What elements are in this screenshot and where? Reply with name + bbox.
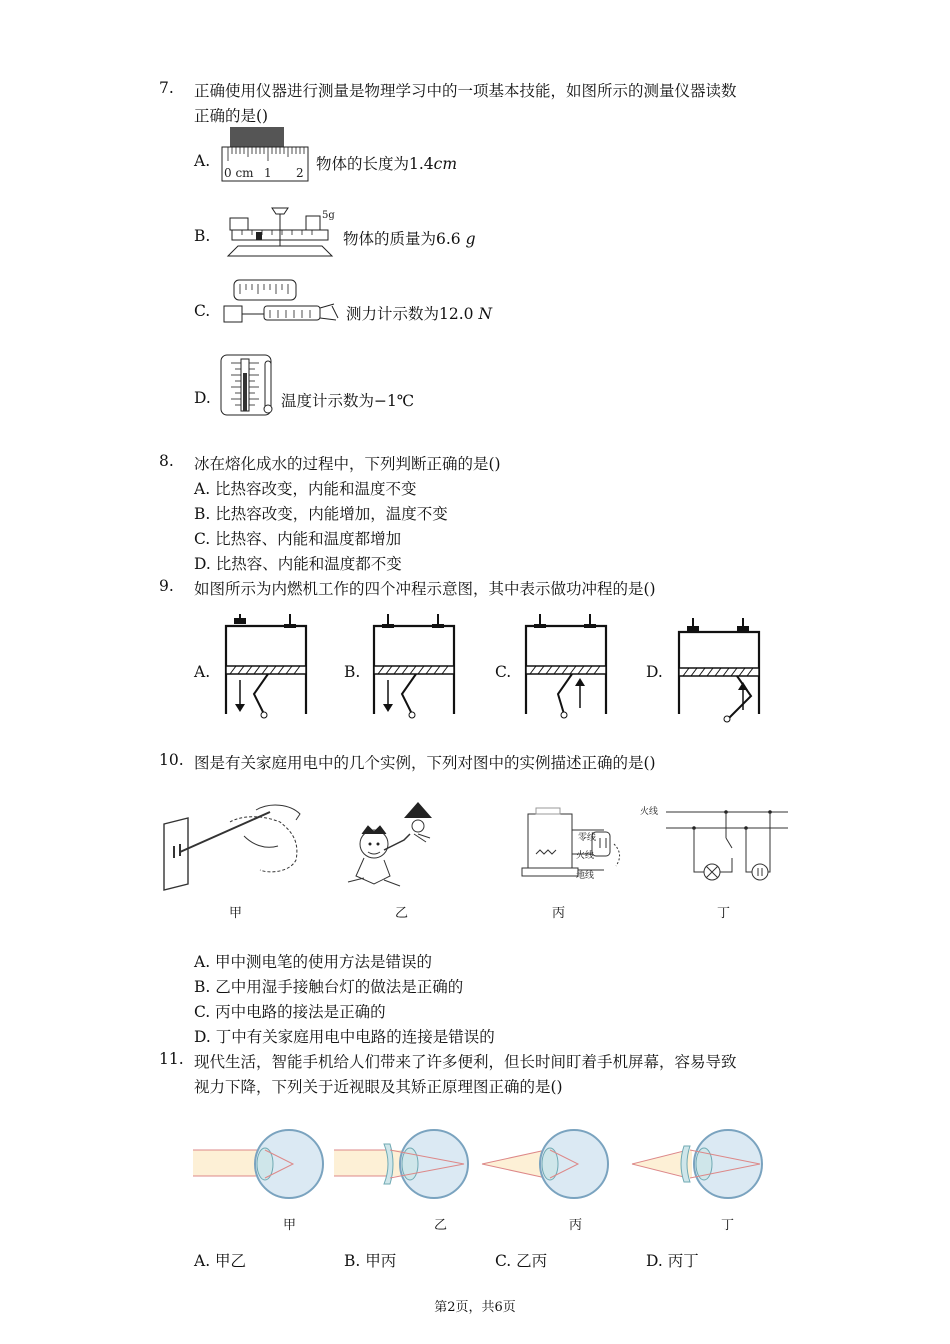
q9-option-d-letter: D.	[646, 663, 663, 681]
household-circuit-figure	[640, 802, 790, 884]
balance-weight-label: 5g	[322, 210, 335, 221]
ding-label-live: 火线	[640, 807, 659, 817]
ruler-label-1: 1	[264, 166, 272, 180]
q7-number: 7.	[159, 79, 174, 97]
q11-option-c: C. 乙丙	[495, 1252, 548, 1270]
q8-number: 8.	[159, 452, 174, 470]
q8-option-a: A. 比热容改变，内能和温度不变	[194, 480, 417, 498]
bing-label-live: 火线	[576, 851, 595, 861]
eye-diagram-bing	[482, 1128, 622, 1202]
q10-number: 10.	[159, 751, 184, 769]
q7-option-d-text: 温度计示数为−1	[281, 392, 397, 410]
q7-stem-line2: 正确的是()	[194, 107, 269, 125]
caption-eye-yi: 乙	[434, 1218, 448, 1233]
eye-diagram-jia	[193, 1128, 333, 1202]
wet-hand-lamp-figure	[344, 798, 444, 890]
appliance-wiring-figure	[520, 804, 630, 884]
q10-option-a: A. 甲中测电笔的使用方法是错误的	[194, 953, 433, 971]
ruler-label-2: 2	[296, 166, 304, 180]
q7-stem-line1: 正确使用仪器进行测量是物理学习中的一项基本技能，如图所示的测量仪器读数	[194, 82, 737, 100]
bing-label-ground: 地线	[576, 871, 595, 881]
q11-stem-line1: 现代生活，智能手机给人们带来了许多便利，但长时间盯着手机屏幕，容易导致	[194, 1053, 737, 1071]
balance-figure	[218, 202, 342, 262]
q9-number: 9.	[159, 577, 174, 595]
q7-option-a-text: 物体的长度为1.4	[316, 155, 434, 173]
q11-option-b: B. 甲丙	[344, 1252, 397, 1270]
q11-option-a: A. 甲乙	[194, 1252, 247, 1270]
q7-option-d-text-wrap	[281, 389, 414, 411]
q10-option-d: D. 丁中有关家庭用电中电路的连接是错误的	[194, 1028, 495, 1046]
caption-eye-jia: 甲	[283, 1218, 297, 1233]
q7-option-d-unit: ℃	[396, 392, 415, 410]
q10-stem: 图是有关家庭用电中的几个实例，下列对图中的实例描述正确的是()	[194, 754, 656, 772]
q7-option-b-unit: g	[465, 230, 476, 248]
q8-option-d: D. 比热容、内能和温度都不变	[194, 555, 402, 573]
ruler-figure	[220, 127, 312, 185]
eye-diagram-yi	[334, 1128, 474, 1202]
q7-option-a-letter: A.	[194, 152, 211, 170]
caption-bing: 丙	[552, 906, 566, 921]
engine-stroke-b	[372, 614, 458, 724]
engine-stroke-d	[677, 614, 763, 724]
q7-option-b-letter: B.	[194, 227, 211, 245]
q8-option-c: C. 比热容、内能和温度都增加	[194, 530, 402, 548]
q7-option-d-letter: D.	[194, 389, 211, 407]
q7-option-c-letter: C.	[194, 302, 211, 320]
q8-option-b: B. 比热容改变，内能增加，温度不变	[194, 505, 448, 523]
caption-eye-ding: 丁	[721, 1218, 735, 1233]
caption-jia: 甲	[229, 906, 243, 921]
q9-option-b-letter: B.	[344, 663, 361, 681]
ruler-label-0: 0 cm	[224, 166, 254, 180]
q10-option-c: C. 丙中电路的接法是正确的	[194, 1003, 386, 1021]
q9-option-c-letter: C.	[495, 663, 512, 681]
q7-option-b-text: 物体的质量为6.6	[343, 230, 461, 248]
test-pen-figure	[160, 800, 308, 892]
caption-ding: 丁	[717, 906, 731, 921]
q7-option-c-text: 测力计示数为12.0	[346, 305, 474, 323]
q9-option-a-letter: A.	[194, 663, 211, 681]
spring-scale-figure	[222, 278, 346, 328]
caption-eye-bing: 丙	[569, 1218, 583, 1233]
engine-stroke-a	[224, 614, 310, 724]
caption-yi: 乙	[395, 906, 409, 921]
q7-option-b-text-wrap	[343, 227, 476, 249]
q11-number: 11.	[159, 1050, 184, 1068]
eye-diagram-ding	[632, 1128, 772, 1202]
q7-option-c-text-wrap	[346, 302, 492, 324]
thermometer-figure	[219, 353, 277, 417]
q7-option-a-unit: cm	[433, 155, 458, 173]
q11-stem-line2: 视力下降，下列关于近视眼及其矫正原理图正确的是()	[194, 1078, 563, 1096]
bing-label-neutral: 零线	[578, 833, 597, 843]
page-footer: 第2页，共6页	[434, 1300, 516, 1315]
q8-stem: 冰在熔化成水的过程中，下列判断正确的是()	[194, 455, 501, 473]
q7-option-a-text-wrap	[316, 152, 457, 174]
q7-option-c-unit: N	[478, 305, 493, 323]
engine-stroke-c	[524, 614, 610, 724]
q9-stem: 如图所示为内燃机工作的四个冲程示意图，其中表示做功冲程的是()	[194, 580, 656, 598]
q10-option-b: B. 乙中用湿手接触台灯的做法是正确的	[194, 978, 464, 996]
q11-option-d: D. 丙丁	[646, 1252, 699, 1270]
